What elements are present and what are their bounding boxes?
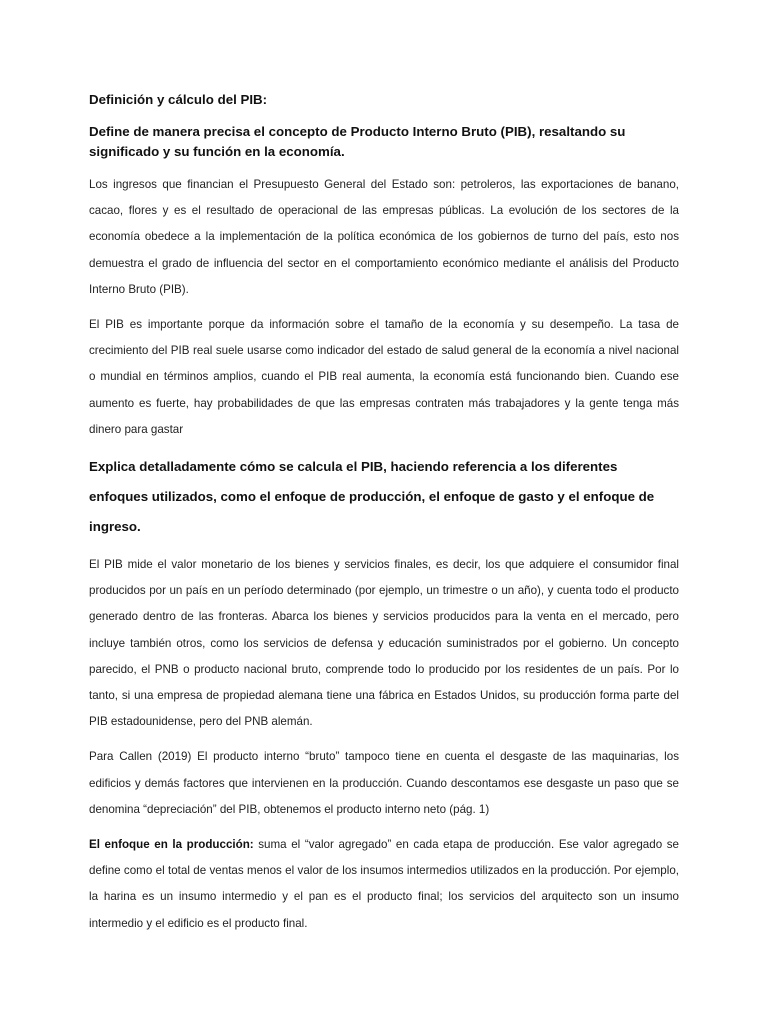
paragraph-callen-citation: Para Callen (2019) El producto interno “bruto” tampoco tiene en cuenta el desgaste de las maquinarias, los edificios y demás factores que intervienen en la producción. Cuando descontamos ese desgaste un paso que se denomina “depreciación” del PIB, obtenemos el producto interno neto (pág. 1) (89, 750, 679, 816)
paragraph-production-approach (89, 832, 679, 937)
paragraph-pib-importance: El PIB es importante porque da información sobre el tamaño de la economía y su desempeño. La tasa de crecimiento del PIB real suele usarse como indicador del estado de salud general de la economía a nivel nacional o mundial en términos amplios, cuando el PIB real aumenta, la economía está funcionando bien. Cuando ese aumento es fuerte, hay probabilidades de que las empresas contraten más trabajadores y la gente tenga más dinero para gastar (89, 318, 679, 436)
document-page (89, 90, 679, 946)
question-definition: Define de manera precisa el concepto de Producto Interno Bruto (PIB), resaltando su significado y su función en la economía. (89, 124, 626, 159)
paragraph-pib-measure: El PIB mide el valor monetario de los bienes y servicios finales, es decir, los que adquiere el consumidor final producidos por un país en un período determinado (por ejemplo, un trimestre o un año), y cuenta todo el producto generado dentro de las fronteras. Abarca los bienes y servicios producidos para la venta en el mercado, pero incluye también otros, como los servicios de defensa y educación suministrados por el gobierno. Un concepto parecido, el PNB o producto nacional bruto, comprende todo lo producido por los residentes de un país. Por lo tanto, si una empresa de propiedad alemana tiene una fábrica en Estados Unidos, su producción forma parte del PIB estadounidense, pero del PNB alemán. (89, 558, 679, 729)
production-approach-text: suma el “valor agregado” en cada etapa de producción. Ese valor agregado se define como el total de ventas menos el valor de los insumos intermedios utilizados en la producción. Por ejemplo, la harina es un insumo intermedio y el pan es el producto final; los servicios del arquitecto son un insumo intermedio y el edificio es el producto final. (89, 838, 680, 930)
document-title: Definición y cálculo del PIB: (89, 92, 268, 107)
question-calculation: Explica detalladamente cómo se calcula el PIB, haciendo referencia a los diferentes enfoques utilizados, como el enfoque de producción, el enfoque de gasto y el enfoque de ingreso. (89, 459, 655, 535)
production-approach-lead: El enfoque en la producción: (89, 838, 254, 852)
paragraph-budget-income: Los ingresos que financian el Presupuesto General del Estado son: petroleros, las exportaciones de banano, cacao, flores y es el resultado de operacional de las empresas públicas. La evolución de los sectores de la economía obedece a la implementación de la política económica de los gobiernos de turno del país, esto nos demuestra el grado de influencia del sector en el comportamiento económico mediante el análisis del Producto Interno Bruto (PIB). (89, 178, 679, 296)
